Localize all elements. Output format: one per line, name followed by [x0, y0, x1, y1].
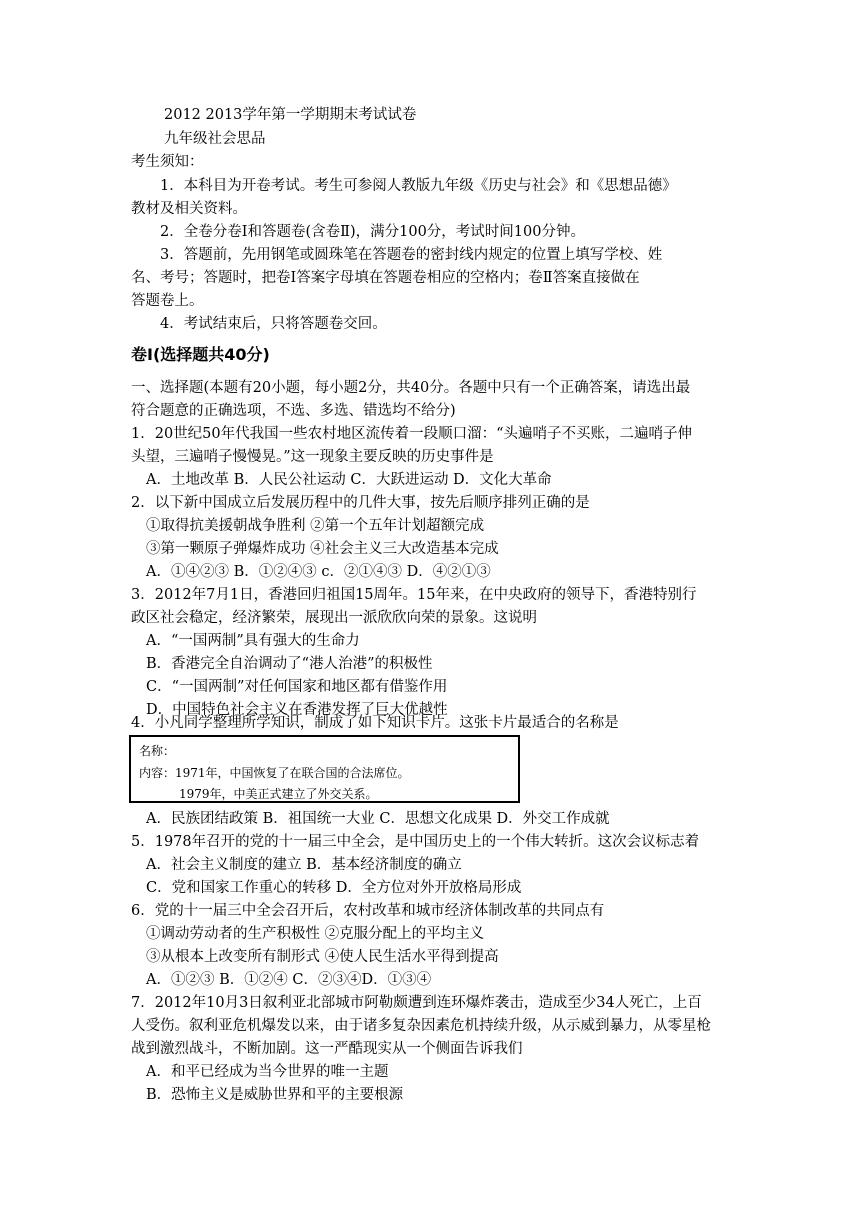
question-4: 4．小凡同学整理所学知识，制成了如下知识卡片。这张卡片最适合的名称是 [131, 715, 619, 731]
question-7: 7．2012年10月3日叙利亚北部城市阿勒颇遭到连环爆炸袭击，造成至少34人死亡，上百 [131, 995, 702, 1011]
question-2-items-1: ①取得抗美援朝战争胜利 ②第一个五年计划超额完成 [146, 518, 485, 534]
question-6-options: A．①②③ B．①②④ C．②③④D．①③④ [146, 972, 432, 988]
question-6: 6．党的十一届三中全会召开后，农村改革和城市经济体制改革的共同点有 [131, 903, 605, 919]
notice-item-3-cont2: 答题卷上。 [131, 293, 204, 309]
question-7-cont: 人受伤。叙利亚危机爆发以来，由于诸多复杂因素危机持续升级，从示威到暴力，从零星枪 [131, 1018, 711, 1034]
notice-item-1: 1．本科目为开卷考试。考生可参阅人教版九年级《历史与社会》和《思想品德》 [160, 178, 677, 194]
section-intro: 一、选择题(本题有20小题，每小题2分，共40分。各题中只有一个正确答案，请选出最 [131, 380, 691, 396]
question-7-cont2: 战到激烈战斗，不断加剧。这一严酷现实从一个侧面告诉我们 [131, 1041, 523, 1057]
question-1-options: A．土地改革 B．人民公社运动 C．大跃进运动 D．文化大革命 [146, 472, 552, 488]
question-2: 2．以下新中国成立后发展历程中的几件大事，按先后顺序排列正确的是 [131, 495, 590, 511]
exam-subtitle: 九年级社会思品 [164, 131, 266, 147]
question-4-options: A．民族团结政策 B．祖国统一大业 C．思想文化成果 D．外交工作成就 [146, 811, 610, 827]
question-3: 3．2012年7月1日，香港回归祖国15周年。15年来，在中央政府的领导下，香港特别行 [131, 587, 697, 603]
question-7-option-a: A．和平已经成为当今世界的唯一主题 [146, 1064, 389, 1080]
section-intro-cont: 符合题意的正确选项，不选、多选、错选均不给分) [131, 403, 456, 419]
question-3-cont: 政区社会稳定，经济繁荣，展现出一派欣欣向荣的景象。这说明 [131, 610, 537, 626]
question-7-option-b: B．恐怖主义是威胁世界和平的主要根源 [146, 1087, 404, 1103]
question-5-options-1: A．社会主义制度的建立 B．基本经济制度的确立 [146, 857, 462, 873]
question-2-items-2: ③第一颗原子弹爆炸成功 ④社会主义三大改造基本完成 [146, 541, 499, 557]
card-content-line-1: 内容：1971年，中国恢复了在联合国的合法席位。 [139, 766, 410, 780]
notice-item-4: 4．考试结束后，只将答题卷交回。 [160, 316, 387, 332]
question-6-items-1: ①调动劳动者的生产积极性 ②克服分配上的平均主义 [146, 926, 485, 942]
question-5: 5．1978年召开的党的十一届三中全会，是中国历史上的一个伟大转折。这次会议标志着 [131, 834, 700, 850]
notice-heading: 考生须知： [131, 154, 204, 170]
question-1-cont: 头望，三遍哨子慢慢晃。”这一现象主要反映的历史事件是 [131, 449, 494, 465]
notice-item-1-cont: 教材及相关资料。 [131, 201, 247, 217]
section-title: 卷Ⅰ(选择题共40分) [131, 345, 270, 364]
question-3-option-c: C．“一国两制”对任何国家和地区都有借鉴作用 [146, 679, 448, 695]
question-2-options: A．①④②③ B．①②④③ c．②①④③ D．④②①③ [146, 564, 491, 580]
question-6-items-2: ③从根本上改变所有制形式 ④使人民生活水平得到提高 [146, 949, 499, 965]
notice-item-3: 3．答题前，先用钢笔或圆珠笔在答题卷的密封线内规定的位置上填写学校、姓 [160, 247, 663, 263]
notice-item-2: 2．全卷分卷Ⅰ和答题卷(含卷Ⅱ)，满分100分，考试时间100分钟。 [160, 224, 585, 240]
question-3-option-d: D．中国特色社会主义在香港发挥了巨大优越性 [146, 702, 448, 718]
exam-title: 2012 2013学年第一学期期末考试试卷 [164, 107, 417, 123]
question-5-options-2: C．党和国家工作重心的转移 D．全方位对外开放格局形成 [146, 880, 522, 896]
card-name-label: 名称： [139, 744, 176, 758]
question-3-option-a: A．“一国两制”具有强大的生命力 [146, 633, 360, 649]
question-3-option-b: B．香港完全自治调动了“港人治港”的积极性 [146, 656, 433, 672]
question-1: 1．20世纪50年代我国一些农村地区流传着一段顺口溜：“头遍哨子不买账，二遍哨子伸 [131, 426, 693, 442]
notice-item-3-cont: 名、考号；答题时，把卷Ⅰ答案字母填在答题卷相应的空格内；卷Ⅱ答案直接做在 [131, 270, 640, 286]
knowledge-card [129, 735, 520, 803]
card-content-line-2: 1979年，中美正式建立了外交关系。 [179, 787, 378, 801]
